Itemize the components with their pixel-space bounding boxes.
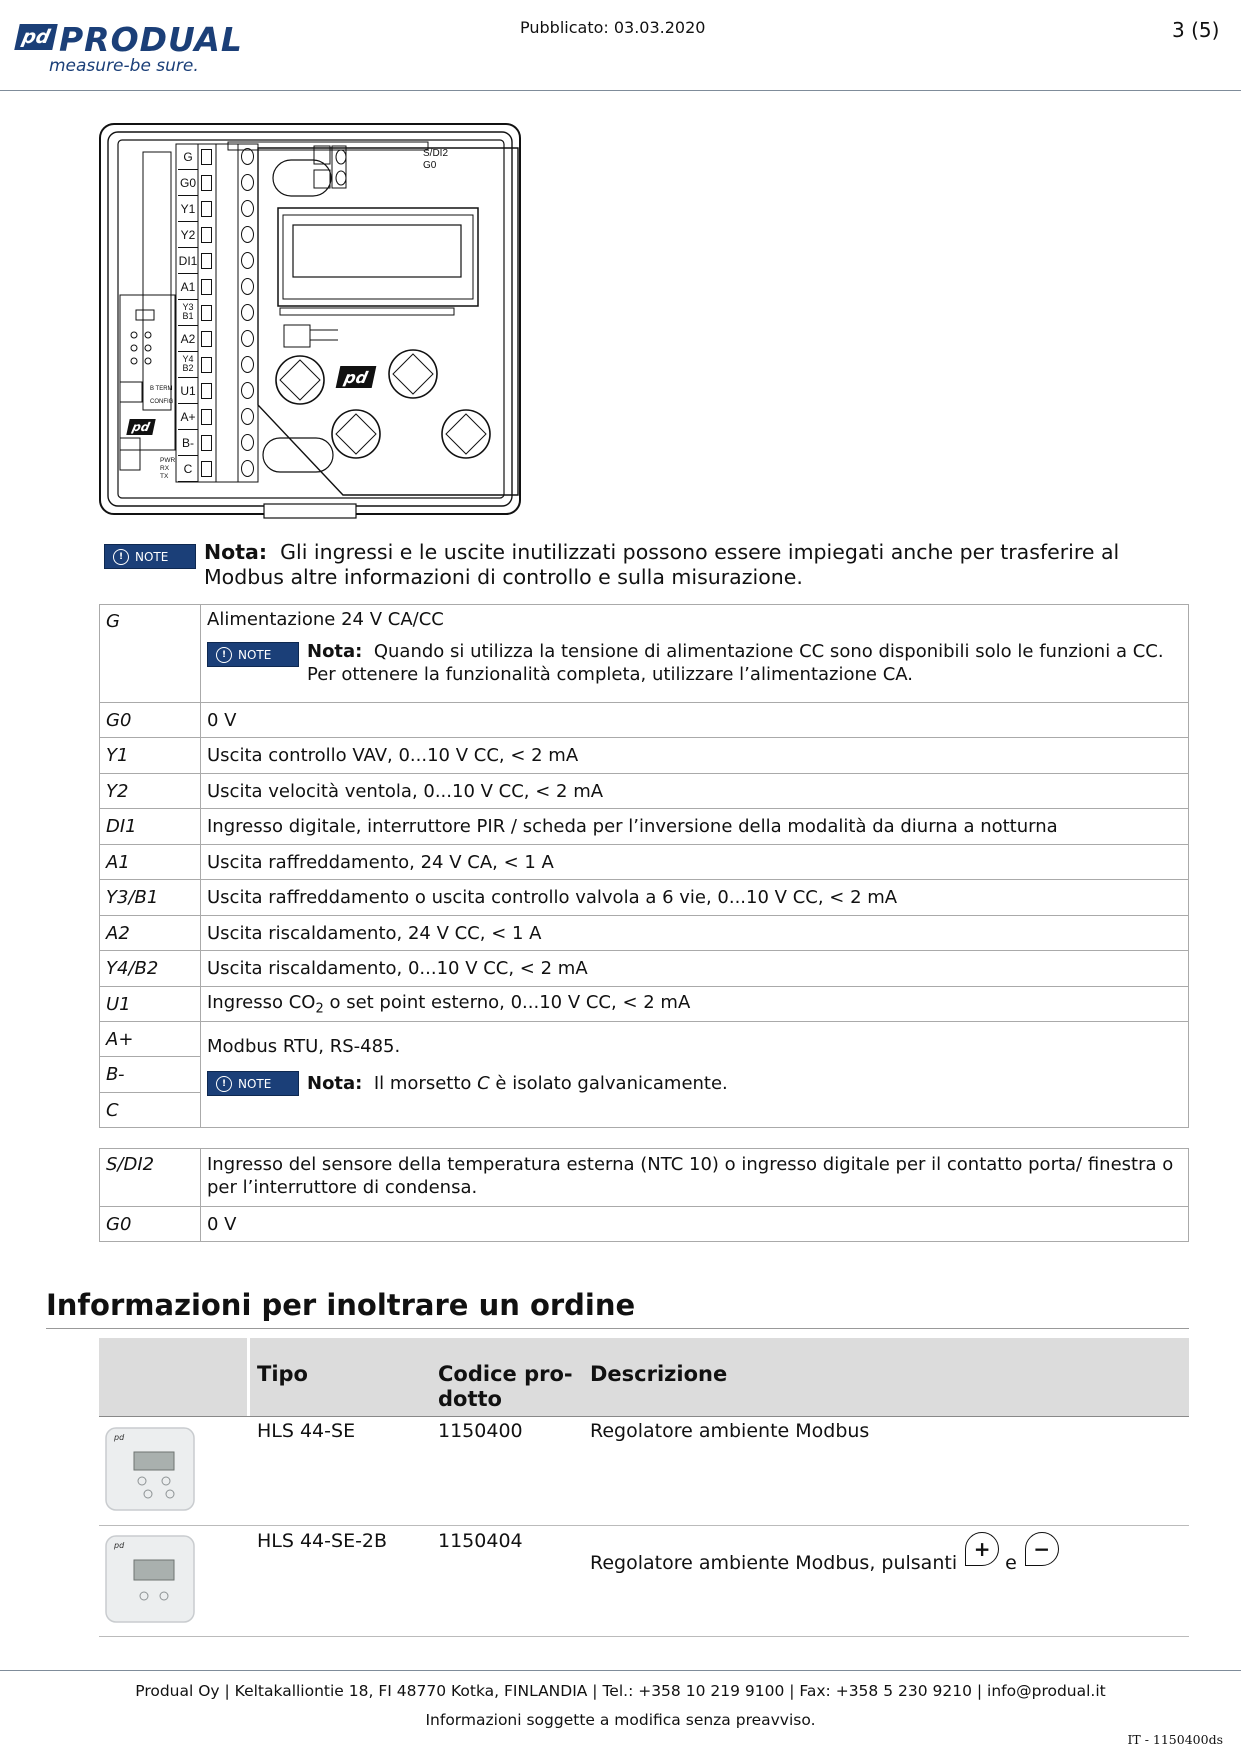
desc-cell: Uscita raffreddamento o uscita controllo valvola a 6 vie, 0...10 V CC, < 2 mA [201, 880, 1189, 916]
product-image [104, 1426, 196, 1512]
footer-divider [0, 1670, 1241, 1671]
screw-icon [201, 149, 212, 165]
plus-button-icon: + [965, 1532, 999, 1566]
small-label-bterm: B TERM [150, 386, 173, 392]
desc-cell: Uscita riscaldamento, 0...10 V CC, < 2 mA [201, 951, 1189, 987]
logo-text: PRODUAL [59, 20, 243, 59]
terminal-label: U1 [178, 378, 198, 404]
terminal-label: B- [178, 430, 198, 456]
row1-code: 1150400 [438, 1420, 523, 1442]
row1-type: HLS 44-SE [257, 1420, 356, 1442]
desc-cell: Ingresso digitale, interruttore PIR / scheda per l’inversione della modalità da diurna a notturna [201, 809, 1189, 845]
desc-cell: Uscita velocità ventola, 0...10 V CC, < 2 mA [201, 774, 1189, 809]
published-date: Pubblicato: 03.03.2020 [520, 18, 706, 37]
terminal-label: G [178, 144, 198, 170]
clamp-icon [241, 408, 254, 425]
small-label-rx: RX [160, 465, 170, 472]
terminal-label: Y4 B2 [178, 352, 198, 378]
logo [17, 20, 243, 76]
table-row [100, 951, 1189, 987]
tagline: measure-be sure. [49, 56, 199, 76]
table-row [100, 987, 1189, 1022]
header-desc: Descrizione [590, 1362, 728, 1386]
pin-table [99, 604, 1189, 1128]
info-icon: ! [113, 549, 129, 565]
screw-icon [201, 331, 212, 347]
order-header-rule [99, 1416, 1189, 1417]
g0-top-label: G0 [423, 160, 437, 171]
note-badge: ! NOTE [207, 1071, 299, 1096]
desc-cell: Uscita raffreddamento, 24 V CA, < 1 A [201, 845, 1189, 880]
terminal-label: A1 [178, 274, 198, 300]
pin-cell: G0 [100, 703, 201, 738]
screw-icon [201, 357, 212, 373]
clamp-icon [241, 382, 254, 399]
small-label-pwr: PWR [160, 457, 176, 464]
footer-contact: Produal Oy | Keltakalliontie 18, FI 48770 Kotka, FINLANDIA | Tel.: +358 10 219 9100 | Fax: +358 5 230 9210 | info@produal.it [135, 1682, 1106, 1700]
pin-cell: G [100, 605, 201, 703]
header-divider [0, 90, 1241, 91]
page-number: 3 (5) [1172, 18, 1220, 42]
clamp-icon [241, 148, 254, 165]
small-label-tx: TX [160, 473, 169, 480]
sdi2-label: S/DI2 [423, 148, 449, 159]
screw-icon [201, 279, 212, 295]
pin-cell: A+ [100, 1022, 201, 1057]
desc-cell: Uscita riscaldamento, 24 V CC, < 1 A [201, 916, 1189, 951]
table-note: ! NOTE Nota: Il morsetto C è isolato galvanicamente. [207, 1071, 1182, 1096]
clamp-icon [241, 304, 254, 321]
terminal-label: Y2 [178, 222, 198, 248]
footer-disclaimer: Informazioni soggette a modifica senza preavviso. [425, 1711, 816, 1729]
terminal-label: DI1 [178, 248, 198, 274]
row2-code: 1150404 [438, 1530, 523, 1552]
terminal-label: Y3 B1 [178, 300, 198, 326]
clamp-icon [241, 278, 254, 295]
pin-cell: S/DI2 [100, 1149, 201, 1207]
desc-cell: Modbus RTU, RS-485. [207, 1036, 401, 1057]
table-row [100, 809, 1189, 845]
desc-cell: Ingresso del sensore della temperatura esterna (NTC 10) o ingresso digitale per il contatto porta/ finestra o per l’interruttore di condensa. [201, 1149, 1189, 1207]
table-row [100, 738, 1189, 774]
info-icon: ! [216, 647, 232, 663]
terminal-label: G0 [178, 170, 198, 196]
wiring-diagram [98, 120, 523, 525]
small-label-config: CONFIG [150, 399, 174, 405]
table-row [100, 1149, 1189, 1207]
pin-cell: Y4/B2 [100, 951, 201, 987]
clamp-icon [241, 460, 254, 477]
pin-cell: Y1 [100, 738, 201, 774]
clamp-icon [241, 226, 254, 243]
clamp-icon [241, 200, 254, 217]
logo-mark: pd [14, 24, 58, 50]
clamp-icon [241, 330, 254, 347]
table-row [100, 774, 1189, 809]
table-row [100, 605, 1189, 703]
row2-type: HLS 44-SE-2B [257, 1530, 388, 1552]
screw-icon [201, 383, 212, 399]
table-row [100, 845, 1189, 880]
terminal-label: A+ [178, 404, 198, 430]
terminal-label: C [178, 456, 198, 482]
pin-cell: B- [100, 1057, 201, 1093]
table-row [100, 1022, 1189, 1057]
table-row [100, 703, 1189, 738]
terminal-label: A2 [178, 326, 198, 352]
table-row [100, 880, 1189, 916]
pin-cell: G0 [100, 1207, 201, 1242]
doc-code: IT - 1150400ds [1127, 1732, 1223, 1747]
screw-icon [201, 435, 212, 451]
screw-icon [201, 227, 212, 243]
screw-icon [201, 253, 212, 269]
header-code: Codice pro- dotto [438, 1362, 573, 1411]
pin-cell: A2 [100, 916, 201, 951]
diagram-logo-left: pd [126, 419, 155, 435]
order-title-rule [46, 1328, 1189, 1329]
clamp-icon [241, 252, 254, 269]
desc-cell: Uscita controllo VAV, 0...10 V CC, < 2 mA [201, 738, 1189, 774]
pin-cell: U1 [100, 987, 201, 1022]
pin-cell: Y2 [100, 774, 201, 809]
diagram-logo-center: pd [336, 366, 377, 388]
desc-cell: Ingresso $CO_2$ o set point esterno, 0...10 V CC, < 2 mA [201, 987, 1189, 1022]
table-note: ! NOTE Nota: Quando si utilizza la tensione di alimentazione CC sono disponibili solo le funzioni a CC. Per ottenere la funzionalità completa, utilizzare l’alimentazione CA. [207, 640, 1182, 686]
header-type: Tipo [257, 1362, 308, 1386]
row2-desc: Regolatore ambiente Modbus, pulsanti + e − [590, 1542, 1059, 1576]
desc-cell: 0 V [201, 703, 1189, 738]
svg-text:pd: pd [114, 1433, 125, 1442]
note-badge-main: ! NOTE [104, 544, 196, 569]
info-icon: ! [216, 1076, 232, 1092]
desc-cell: Alimentazione 24 V CA/CC [207, 609, 444, 630]
minus-button-icon: − [1025, 1532, 1059, 1566]
pin-table-2 [99, 1148, 1189, 1242]
screw-icon [201, 305, 212, 321]
order-header-gap [247, 1338, 250, 1416]
table-row [100, 1207, 1189, 1242]
pin-cell: DI1 [100, 809, 201, 845]
pin-cell: C [100, 1093, 201, 1128]
product-image [104, 1534, 196, 1624]
clamp-icon [241, 434, 254, 451]
svg-text:pd: pd [114, 1541, 125, 1550]
main-note: Nota: Gli ingressi e le uscite inutilizzati possono essere impiegati anche per trasferire al Modbus altre informazioni di controllo e sulla misurazione. [204, 540, 1120, 589]
note-badge: ! NOTE [207, 642, 299, 667]
pin-cell: Y3/B1 [100, 880, 201, 916]
screw-icon [201, 201, 212, 217]
screw-icon [201, 461, 212, 477]
clamp-icon [241, 174, 254, 191]
terminal-label: Y1 [178, 196, 198, 222]
screw-icon [201, 409, 212, 425]
order-row-rule [99, 1525, 1189, 1526]
clamp-icon [241, 356, 254, 373]
row1-desc: Regolatore ambiente Modbus [590, 1420, 870, 1442]
screw-icon [201, 175, 212, 191]
table-row [100, 916, 1189, 951]
order-title: Informazioni per inoltrare un ordine [46, 1288, 636, 1322]
pin-cell: A1 [100, 845, 201, 880]
desc-cell: 0 V [201, 1207, 1189, 1242]
order-row-rule [99, 1636, 1189, 1637]
